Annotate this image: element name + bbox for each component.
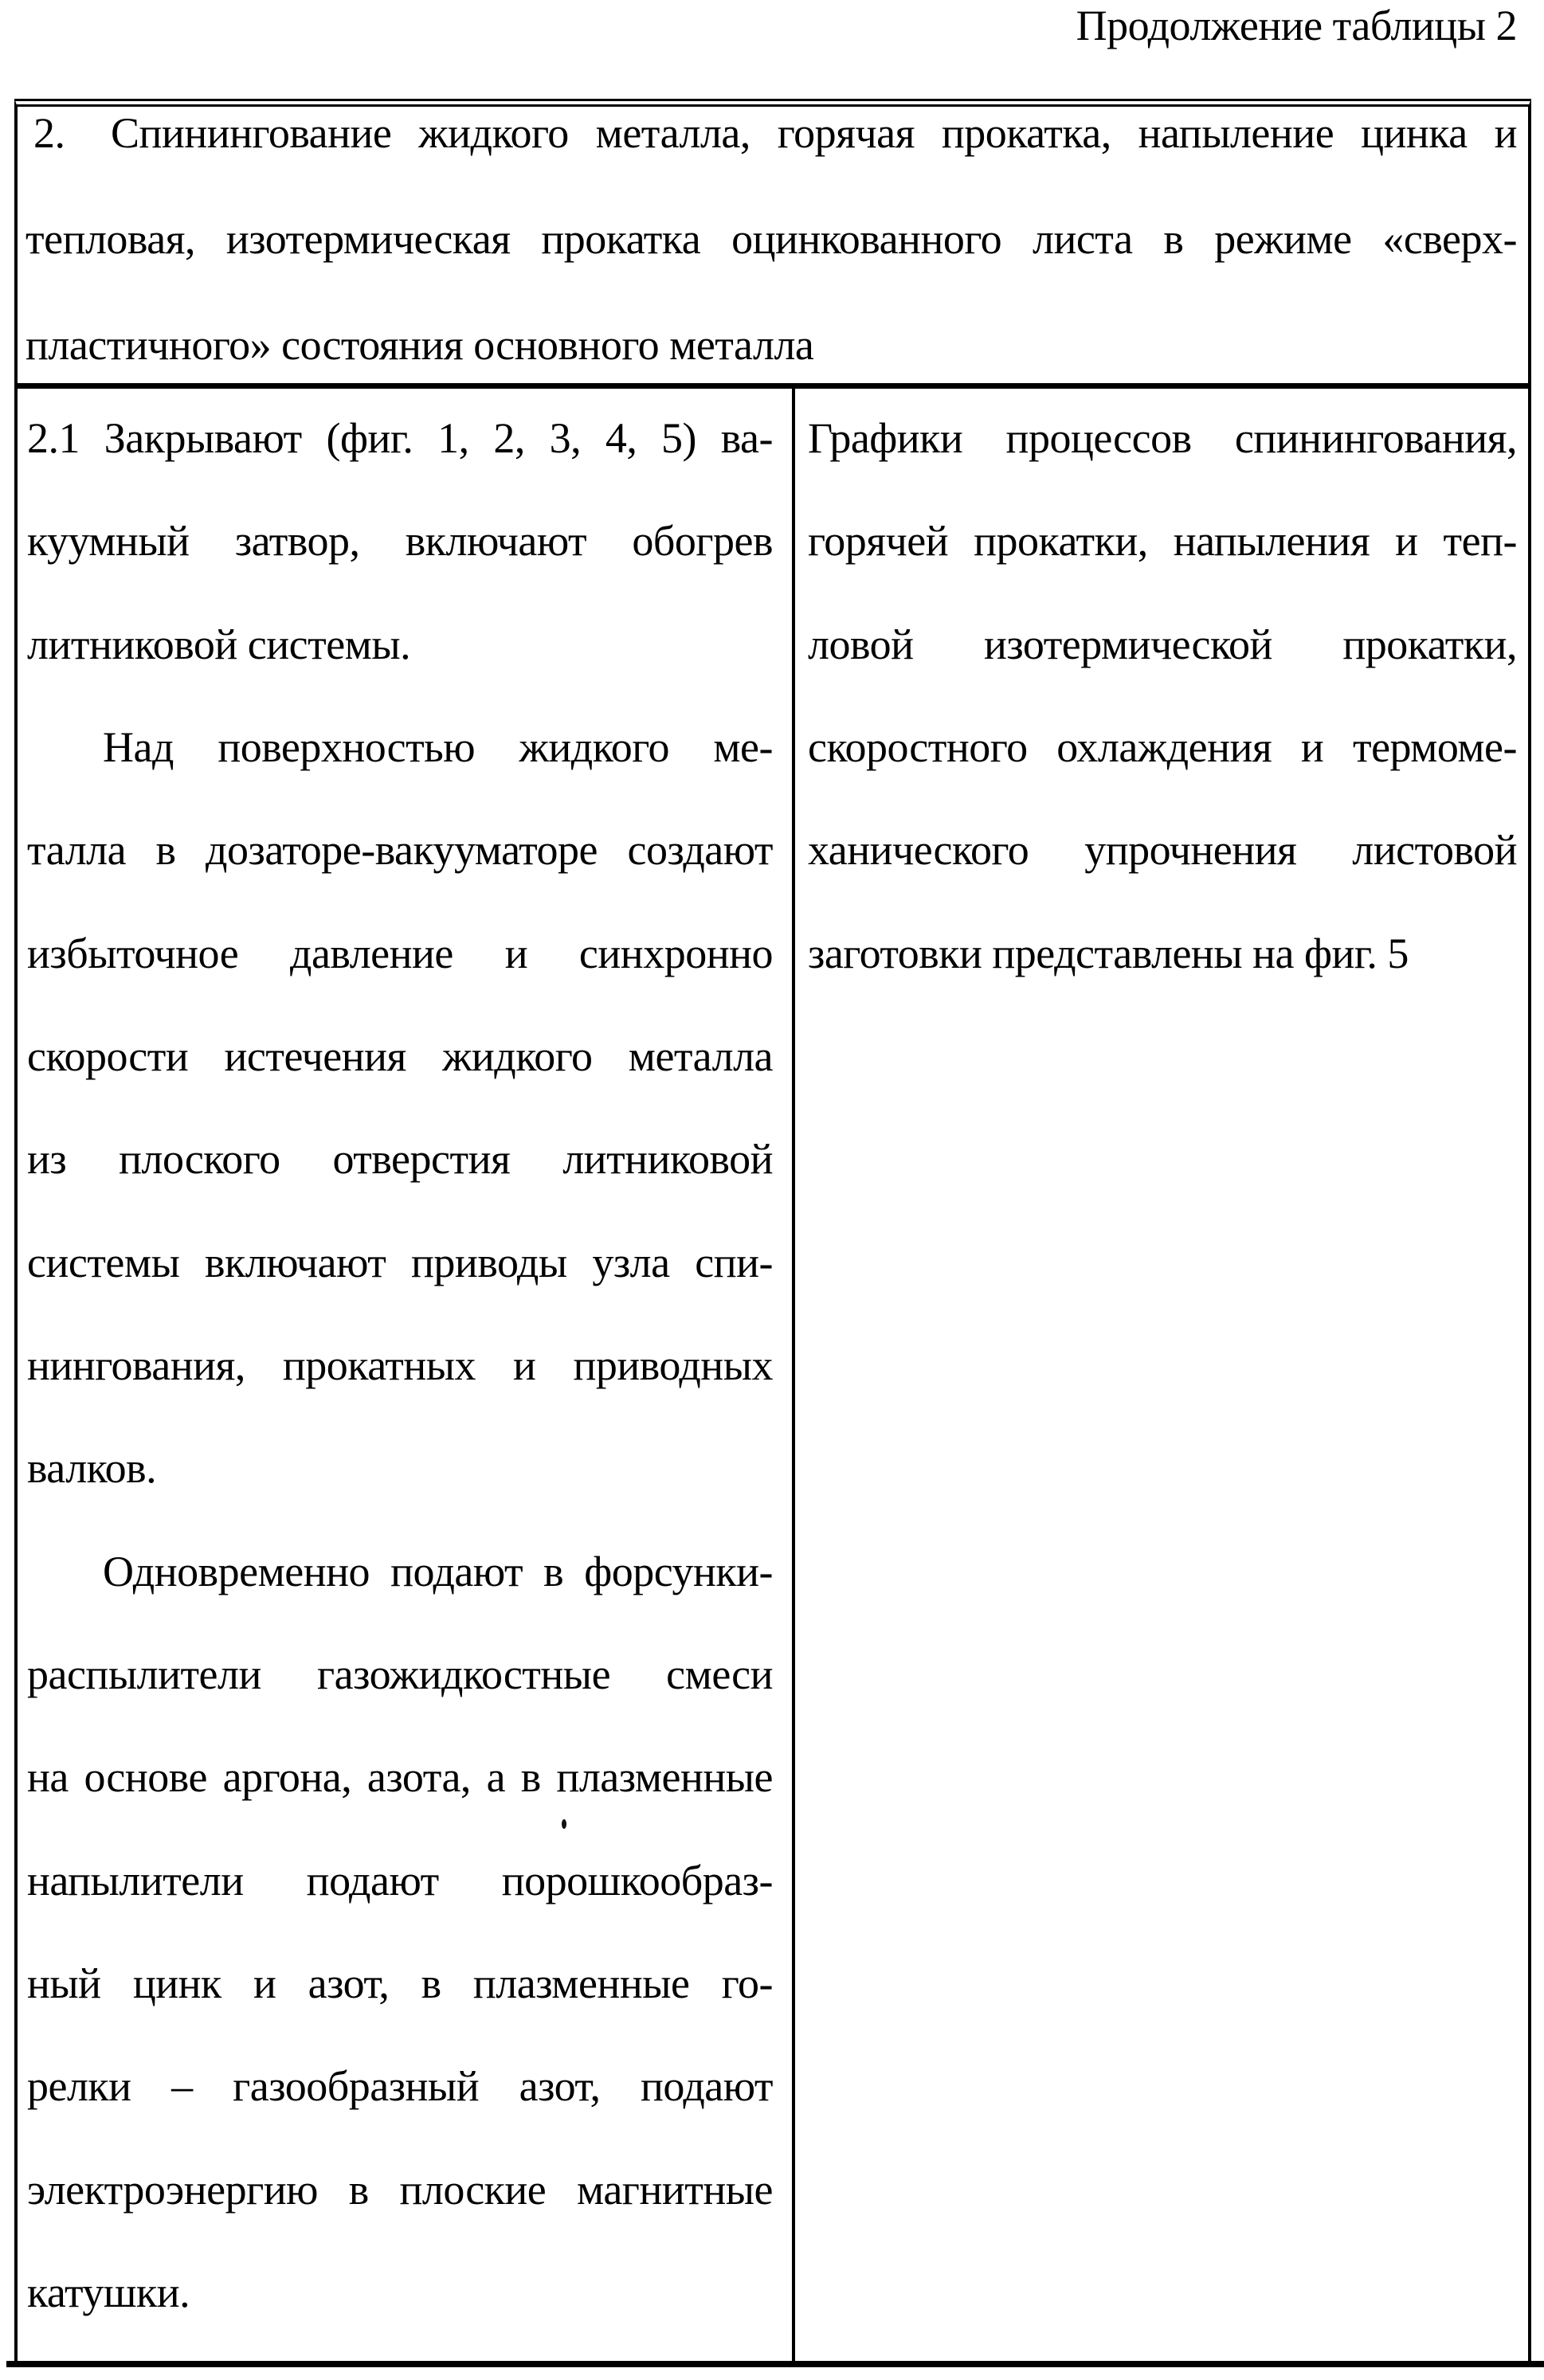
header-line-text: Спинингование жидкого металла, горячая прокатка, напыление цинка и <box>111 109 1517 157</box>
left-cell-line: из плоского отверстия литниковой <box>27 1135 773 1183</box>
left-cell-line: напылители подают порошкообраз- <box>27 1857 773 1904</box>
left-cell-line: скорости истечения жидкого металла <box>27 1032 773 1080</box>
left-cell-line: избыточное давление и синхронно <box>27 930 773 977</box>
header-row-separator-rule <box>18 383 1528 389</box>
left-cell-line: системы включают приводы узла спи- <box>27 1239 773 1286</box>
left-cell-line: катушки. <box>27 2268 190 2316</box>
row-number: 2. <box>33 109 65 157</box>
left-cell-line: Над поверхностью жидкого ме- <box>103 723 773 771</box>
left-cell-line: куумный затвор, включают обогрев <box>27 517 773 565</box>
left-cell-line: валков. <box>27 1444 157 1492</box>
right-cell-line: скоростного охлаждения и термоме- <box>808 723 1517 771</box>
left-cell-line: Одновременно подают в форсунки- <box>103 1548 773 1595</box>
left-cell-line: талла в дозаторе-вакууматоре создают <box>27 826 773 874</box>
right-cell-line: горячей прокатки, напыления и теп- <box>808 517 1517 565</box>
left-cell-line: электроэнергию в плоские магнитные <box>27 2166 773 2214</box>
table-header-line: тепловая, изотермическая прокатка оцинкованного листа в режиме «сверх- <box>25 215 1517 263</box>
table-bottom-rule <box>6 2361 1544 2367</box>
table-continuation-caption: Продолжение таблицы 2 <box>1076 2 1517 49</box>
left-cell-line: литниковой системы. <box>27 620 411 668</box>
ink-speck-artifact <box>562 1819 566 1829</box>
right-cell-line: ловой изотермической прокатки, <box>808 620 1517 668</box>
right-cell-line: заготовки представлены на фиг. 5 <box>808 930 1409 977</box>
table <box>14 99 1531 2361</box>
left-cell-line: на основе аргона, азота, а в плазменные <box>27 1753 773 1801</box>
left-cell-line: распылители газожидкостные смеси <box>27 1650 773 1698</box>
left-cell-line: релки – газообразный азот, подают <box>27 2062 773 2110</box>
left-cell-line: 2.1 Закрывают (фиг. 1, 2, 3, 4, 5) ва- <box>27 414 773 462</box>
left-cell-line: ный цинк и азот, в плазменные го- <box>27 1959 773 2007</box>
table-header-line <box>18 107 1528 159</box>
table-header-line: пластичного» состояния основного металла <box>25 321 814 369</box>
right-cell-line: ханического упрочнения листовой <box>808 826 1517 874</box>
left-cell-line: нингования, прокатных и приводных <box>27 1341 773 1389</box>
right-cell-line: Графики процессов спинингования, <box>808 414 1517 462</box>
column-divider-rule <box>792 389 795 2361</box>
